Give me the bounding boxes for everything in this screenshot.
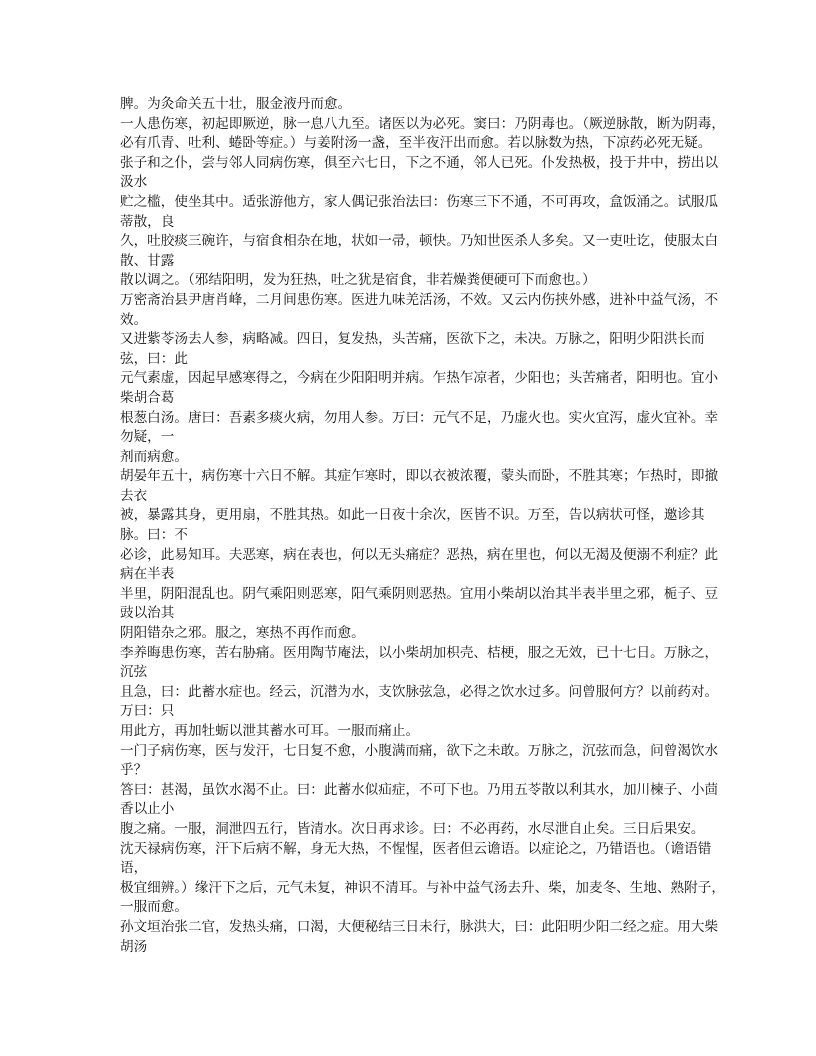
text-line-22: 答曰：甚渴，虽饮水渴不止。曰：此蓄水似疝症，不可下也。乃用五苓散以利其水，加川楝子、小茴香以止小 bbox=[120, 781, 719, 818]
text-line-25: 极宜细辨。）缘汗下之后，元气未复，神识不清耳。与补中益气汤去升、柴，加麦冬、生地、熟附子，一服而愈。 bbox=[120, 879, 725, 916]
text-line-3: 必有爪青、吐利、蜷卧等症。）与姜附汤一盏，至半夜汗出而愈。若以脉数为热，下凉药必死无疑。 bbox=[120, 135, 712, 152]
text-line-8: 万密斋治县尹唐肖峰，二月间患伤寒。医进九味羌活汤，不效。又云内伤挟外感，进补中益气汤，不效。 bbox=[120, 291, 719, 328]
text-line-14: 被，暴露其身，更用扇，不胜其热。如此一日夜十余次，医皆不识。万至，告以病状可怪，邀诊其脉。曰：不 bbox=[120, 507, 705, 544]
text-line-2: 一人患伤寒，初起即厥逆，脉一息八九至。诸医以为必死。窦曰：乃阴毒也。（厥逆脉散，断为阴毒， bbox=[120, 115, 725, 132]
text-line-5: 贮之槛，使坐其中。适张游他方，家人偶记张治法曰：伤寒三下不通，不可再攻，盒饭涌之。试服瓜蒂散，良 bbox=[120, 193, 719, 230]
text-line-15: 必诊，此易知耳。夫恶寒，病在表也，何以无头痛症？恶热，病在里也，何以无渴及便溺不利症？此病在半表 bbox=[120, 546, 719, 583]
text-line-12: 剂而病愈。 bbox=[120, 448, 188, 465]
text-line-19: 且急，曰：此蓄水症也。经云，沉潜为水，支饮脉弦急，必得之饮水过多。问曾服何方？以前药对。万曰：只 bbox=[120, 683, 719, 720]
text-line-24: 沈天禄病伤寒，汗下后病不解，身无大热，不惺惺，医者但云谵语。以症论之，乃错语也。（谵语错语， bbox=[120, 840, 712, 877]
text-line-11: 根葱白汤。唐曰：吾素多痰火病，勿用人参。万曰：元气不足，乃虚火也。实火宜泻，虚火宜补。幸勿疑，一 bbox=[120, 409, 719, 446]
text-line-16: 半里，阴阳混乱也。阴气乘阳则恶寒，阳气乘阴则恶热。宜用小柴胡以治其半表半里之邪，栀子、豆豉以治其 bbox=[120, 585, 719, 622]
text-line-10: 元气素虚，因起早感寒得之，今病在少阳阳明并病。乍热乍凉者，少阳也；头苦痛者，阳明也。宜小柴胡合葛 bbox=[120, 370, 719, 406]
text-line-21: 一门子病伤寒，医与发汗，七日复不愈，小腹满而痛，欲下之未敢。万脉之，沉弦而急，问曾渴饮水乎？ bbox=[120, 742, 719, 779]
text-line-7: 散以调之。（邪结阳明，发为狂热，吐之犹是宿食，非若燥粪便硬可下而愈也。） bbox=[120, 272, 596, 289]
text-line-18: 李养晦患伤寒，苦右胁痛。医用陶节庵法，以小柴胡加枳壳、桔梗，服之无效，已十七日。万脉之，沉弦 bbox=[120, 644, 719, 681]
text-line-4: 张子和之仆，尝与邻人同病伤寒，俱至六七日，下之不通，邻人已死。仆发热极，投于井中，捞出以汲水 bbox=[120, 154, 719, 191]
text-line-17: 阴阳错杂之邪。服之，寒热不再作而愈。 bbox=[120, 625, 365, 642]
text-line-13: 胡晏年五十，病伤寒十六日不解。其症乍寒时，即以衣被浓覆，蒙头而卧，不胜其寒；乍热时，即撤去衣 bbox=[120, 468, 719, 504]
document-page bbox=[120, 95, 730, 957]
text-line-26: 孙文垣治张二官，发热头痛，口渴，大便秘结三日未行，脉洪大，曰：此阳明少阳二经之症。用大柴胡汤 bbox=[120, 918, 719, 955]
text-line-6: 久，吐胶痰三碗许，与宿食相杂在地，状如一帚，顿快。乃知世医杀人多矣。又一吏吐讫，使服太白散、甘露 bbox=[120, 233, 719, 269]
text-line-9: 又进紫苓汤去人参，病略减。四日，复发热，头苦痛，医欲下之，未决。万脉之，阳明少阳洪长而弦，曰：此 bbox=[120, 331, 705, 367]
text-line-23: 腹之痛。一服，洞泄四五行，皆清水。次日再求诊。曰：不必再药，水尽泄自止矣。三日后果安。 bbox=[120, 820, 705, 837]
text-line-20: 用此方，再加牡蛎以泄其蓄水可耳。一服而痛止。 bbox=[120, 723, 420, 739]
text-line-1: 脾。为灸命关五十壮，服金液丹而愈。 bbox=[120, 96, 352, 112]
